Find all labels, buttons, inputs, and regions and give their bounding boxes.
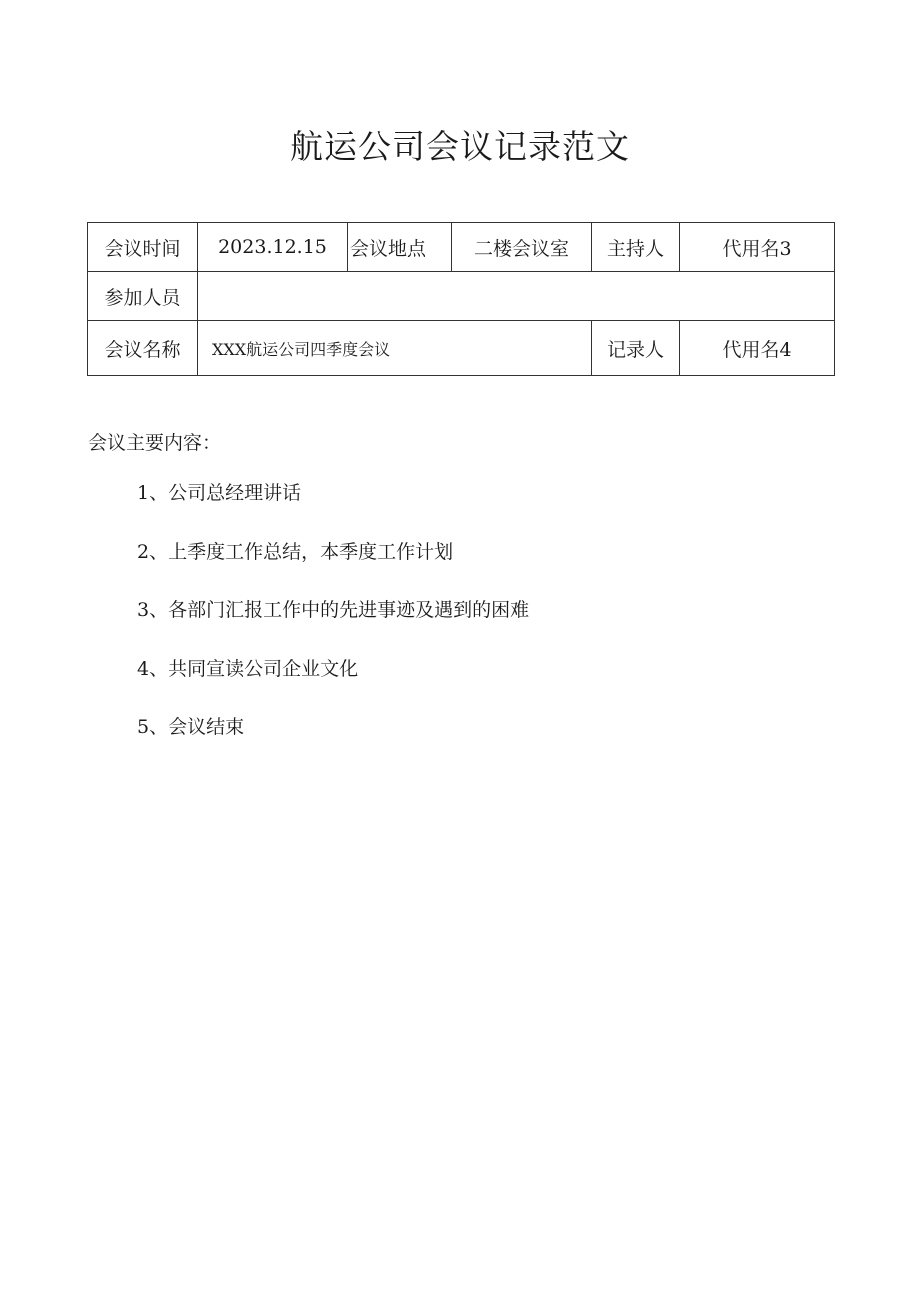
agenda-list [137, 478, 529, 771]
host-value: 代用名3 [680, 223, 835, 272]
list-item: 1、公司总经理讲话 [137, 482, 302, 504]
list-item: 3、各部门汇报工作中的先进事迹及遇到的困难 [137, 599, 530, 621]
meeting-info-table [87, 222, 835, 376]
meeting-time-label: 会议时间 [88, 223, 198, 272]
list-item: 5、会议结束 [137, 716, 245, 738]
meeting-time-value: 2023.12.15 [198, 223, 348, 272]
list-item: 2、上季度工作总结，本季度工作计划 [137, 540, 454, 563]
attendees-value [198, 272, 835, 321]
list-item: 4、共同宣读公司企业文化 [137, 657, 359, 680]
content-heading: 会议主要内容： [88, 432, 222, 454]
document-title: 航运公司会议记录范文 [290, 127, 630, 166]
meeting-name-label: 会议名称 [88, 321, 198, 376]
meeting-location-value: 二楼会议室 [452, 223, 592, 272]
table-row [88, 223, 835, 272]
host-label: 主持人 [592, 223, 680, 272]
table-row [88, 321, 835, 376]
meeting-location-label: 会议地点 [348, 223, 452, 272]
recorder-value: 代用名4 [680, 321, 835, 376]
meeting-name-value: XXX航运公司四季度会议 [198, 321, 592, 376]
table-row [88, 272, 835, 321]
recorder-label: 记录人 [592, 321, 680, 376]
attendees-label: 参加人员 [88, 272, 198, 321]
